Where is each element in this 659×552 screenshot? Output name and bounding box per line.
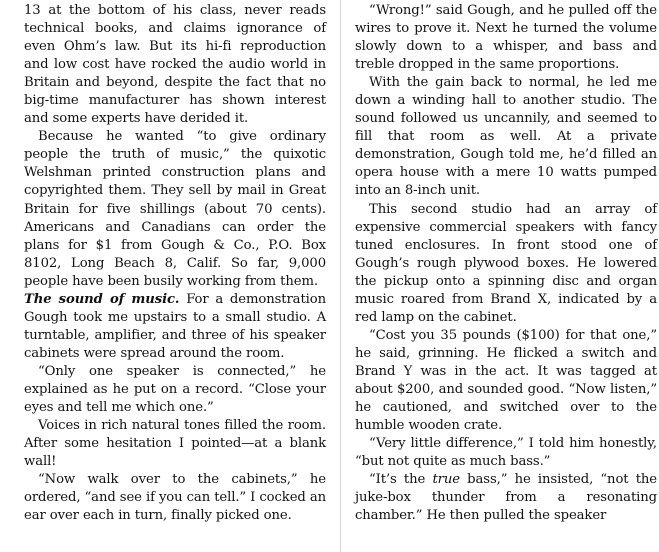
right-column (355, 2, 657, 525)
paragraph: Voices in rich natural tones filled the room. After some hesitation I pointed—at a blank wall! (24, 418, 326, 470)
paragraph: “Only one speaker is connected,” he explained as he put on a record. “Close your eyes and tell me which one.” (24, 363, 326, 416)
paragraph: With the gain back to normal, he led me down a winding hall to another studio. The sound followed us uncannily, and seemed to fill that room as well. At a private demonstration, Gough told me, he’d filled an opera house with a mere 10 watts pumped into an 8-inch unit. (355, 75, 657, 199)
paragraph-text: bass,” he insisted, “not the juke-box thunder from a resonating chamber.” He then pulled the speaker (355, 472, 657, 524)
paragraph: “Wrong!” said Gough, and he pulled off the wires to prove it. Next he turned the volume slowly down to a whisper, and bass and treble dropped in the same proportions. (355, 3, 657, 73)
paragraph: This second studio had an array of expensive commercial speakers with fancy tuned enclosures. In front stood one of Gough’s rough plywood boxes. He lowered the pickup onto a spinning disc and organ music roared from Brand X, indicated by a red lamp on the cabinet. (355, 201, 657, 325)
paragraph (24, 291, 326, 363)
paragraph: 13 at the bottom of his class, never reads technical books, and claims ignorance of even Ohm’s law. But its hi-fi reproduction and low cost have rocked the audio world in Britain and beyond, despite the fact that no big-time manufacturer has shown interest and some experts have derided it. (24, 3, 326, 127)
paragraph-text: “It’s the (369, 472, 433, 488)
paragraph-text: For a demonstration Gough took me upstairs to a small studio. A turntable, amplifier, and three of his speaker cabinets were spread around the room. (24, 291, 326, 361)
emphasis: true (432, 472, 460, 488)
paragraph: “Cost you 35 pounds ($100) for that one,” he said, grinning. He flicked a switch and Brand Y was in the act. It was tagged at about $200, and sounded good. “Now listen,” he cautioned, and switched over to the humble wooden crate. (355, 327, 657, 434)
paragraph: “Now walk over to the cabinets,” he ordered, “and see if you can tell.” I cocked an ear over each in turn, finally picked one. (24, 472, 326, 524)
section-subhead: The sound of music. (24, 291, 180, 307)
paragraph (355, 471, 657, 525)
left-column (24, 2, 326, 525)
paragraph: “Very little difference,” I told him honestly, “but not quite as much bass.” (355, 436, 657, 470)
column-divider (340, 0, 341, 552)
paragraph: Because he wanted “to give ordinary people the truth of music,” the quixotic Welshman printed construction plans and copyrighted them. They sell by mail in Great Britain for five shillings (about 70 cents). Americans and Canadians can order the plans for $1 from Gough & Co., P.O. Box 8102, Long Beach 8, Calif. So far, 9,000 people have been busily working from them. (24, 129, 326, 289)
